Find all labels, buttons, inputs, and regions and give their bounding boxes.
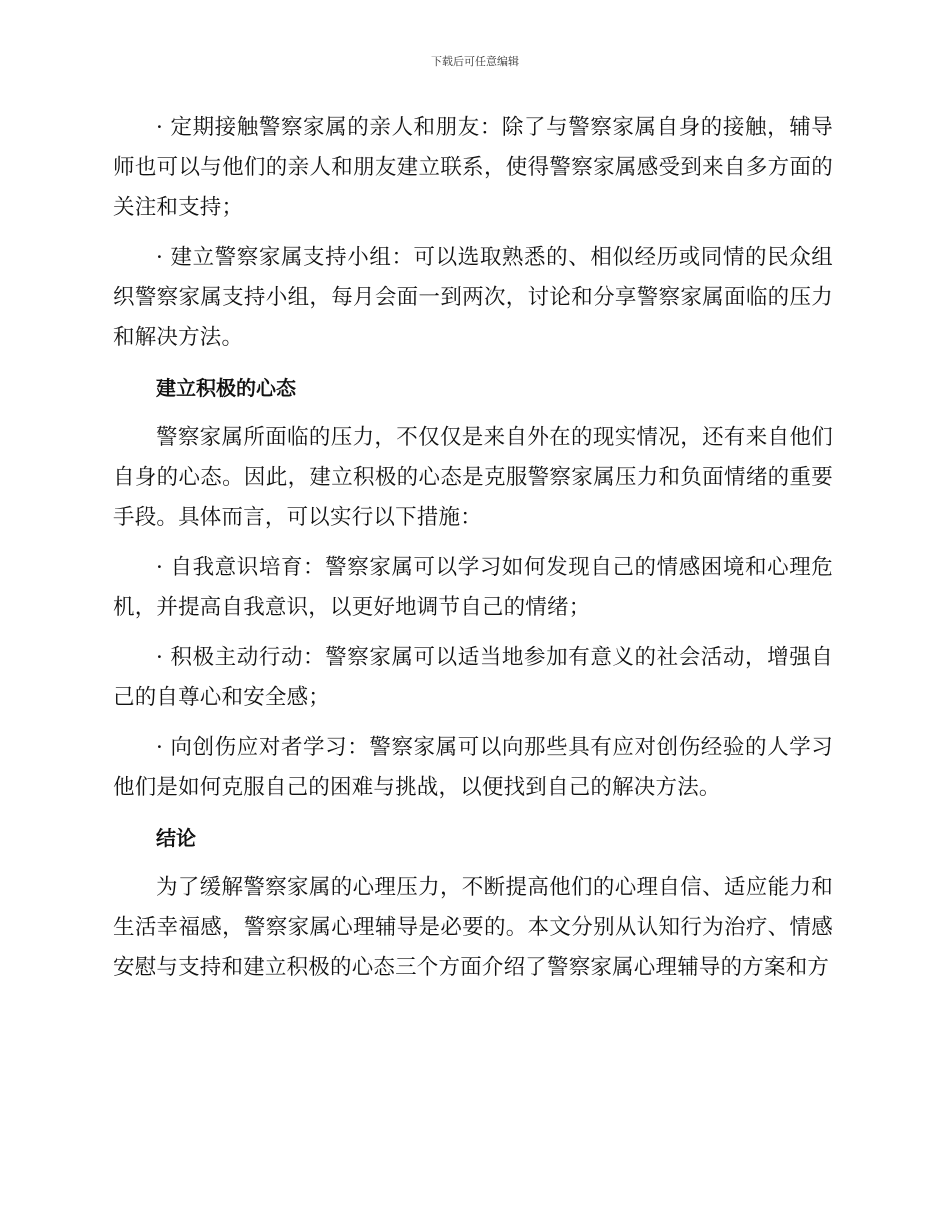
paragraph-support-group: · 建立警察家属支持小组：可以选取熟悉的、相似经历或同情的民众组织警察家属支持小组，每月会面一到两次，讨论和分享警察家属面临的压力和解决方法。 (113, 245, 833, 350)
paragraph-active-action: · 积极主动行动：警察家属可以适当地参加有意义的社会活动，增强自己的自尊心和安全感； (113, 645, 833, 710)
page-header: 下载后可任意编辑 (431, 55, 519, 68)
paragraph-contact-relatives: · 定期接触警察家属的亲人和朋友：除了与警察家属自身的接触，辅导师也可以与他们的亲人和朋友建立联系，使得警察家属感受到来自多方面的关注和支持； (113, 115, 833, 220)
paragraph-learn-from-trauma: · 向创伤应对者学习：警察家属可以向那些具有应对创伤经验的人学习他们是如何克服自己的困难与挑战，以便找到自己的解决方法。 (113, 735, 833, 800)
section-heading-conclusion: 结论 (156, 826, 196, 850)
paragraph-self-awareness: · 自我意识培育：警察家属可以学习如何发现自己的情感困境和心理危机，并提高自我意识，以更好地调节自己的情绪； (113, 555, 833, 620)
document-body (113, 108, 833, 998)
paragraph-conclusion: 为了缓解警察家属的心理压力，不断提高他们的心理自信、适应能力和生活幸福感，警察家属心理辅导是必要的。本文分别从认知行为治疗、情感安慰与支持和建立积极的心态三个方面介绍了警察家属心理辅导的方案和方 (113, 875, 833, 980)
section-heading-positive-mindset: 建立积极的心态 (156, 376, 296, 400)
paragraph-mindset-intro: 警察家属所面临的压力，不仅仅是来自外在的现实情况，还有来自他们自身的心态。因此，建立积极的心态是克服警察家属压力和负面情绪的重要手段。具体而言，可以实行以下措施： (113, 425, 833, 530)
